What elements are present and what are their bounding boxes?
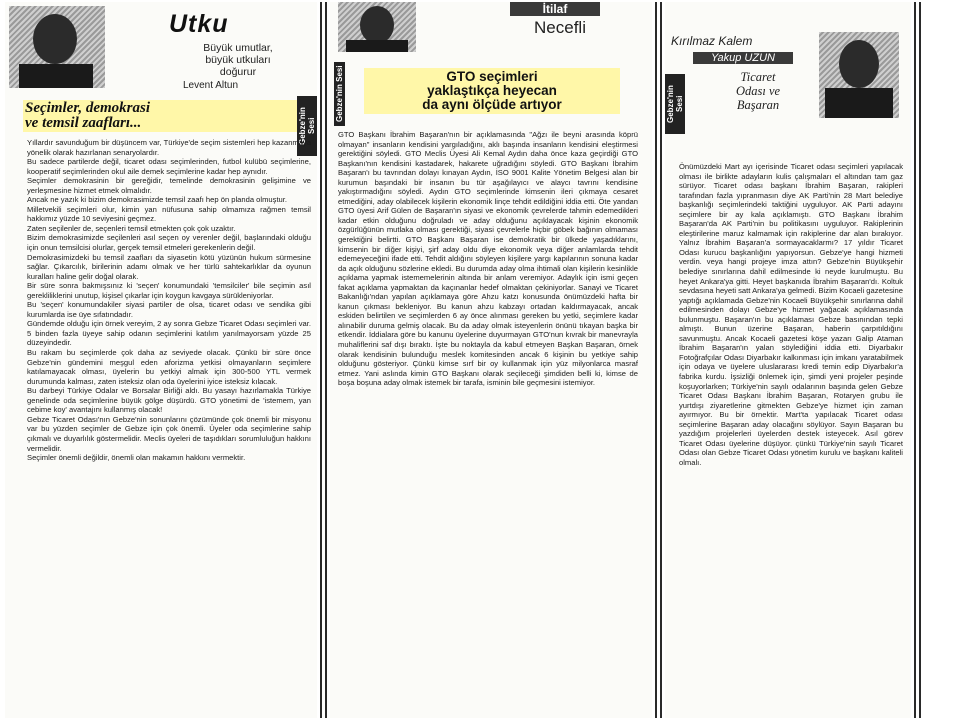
author-photo xyxy=(338,2,416,52)
right-column-article xyxy=(665,2,911,718)
newspaper-side-label: Gebze'nin Sesi xyxy=(297,96,317,156)
article-headline: Ticaret Odası ve Başaran xyxy=(735,70,781,112)
author-name: Levent Altun xyxy=(183,80,239,91)
column-masthead-small: İtilaf xyxy=(510,2,600,16)
column-rule xyxy=(919,2,921,718)
column-rule xyxy=(660,2,662,718)
column-tagline: Büyük umutlar, büyük utkuları doğurur xyxy=(203,42,273,78)
column-rule xyxy=(325,2,327,718)
column-rule xyxy=(914,2,916,718)
article-body: GTO Başkanı İbrahim Başaran'nın bir açıklamasında "Ağzı ile beyni arasında köprü olmayan" insanların kendisini yargıladığını, aklı başında insanların kendisini eleştirmesi gerektiğini söyledi. GTO Meclis Üyesi Ali Kemal Aydın daha önce kaza geçirdiği GTO Başkanı'nın kendisini kastadarek, hakarete uğradığını söyledi. GTO Başkanı İbrahim Başaran'ı bu tavrından dolayı kınayan Aydın, İSO 9001 Kalite Yönetim Belgesi alan bir kurumun başındaki bir insanın bu tür aşağılayıcı ve alaycı tavrını kendisine yakıştırmadığını söyledi. Aydın GTO seçimlerinde kimsenin ileri çıkmaya cesaret etmediğini, aday olabilecek kişilerin ekonomik linçe tehdit edildiğini iddia etti. Öte yandan GTO üyesi Arif Gülen de Başaran'ın siyasi ve ekonomik çevrelerde tahmin edemedikleri kadar etkin olduğunu doğruladı ve aday olduğunu açıklayacak kişinin ekonomik özgürlüğünün mutlaka olması gerektiği, siyasi çevrelerle hiçbir göbek bağının olmaması gerektiğini belirtti. GTO Başkanı Başaran ise demokratik bir ülkede yaşadıklarını, kimsenin bir diğer kişiyi, şirf aday oldu diye ekonomik veya diğer anlamlarda tehdit edemeyeceğini ifade etti. Tehdit aldığını söyleyen kişilere yargı kapılarının sonuna kadar da açık olduğunu sözlerine ekledi. Bu durumda aday olma ihtimali olan kişilerin kesinlikle açıklama yapmak istememelerinin altında bir anlam veremiyor. Adaylık için ismi geçen fakat açıklama yapmaktan da kaçınanlar hedef olmaktan çekiniyorlar. Sanayi ve Ticaret Bakanlığı'ndan yapılan açıklamaya göre Ahzu katzı konusunda önümüzdeki hafta bir kanun çıkması bekleniyor. Bu kanun ahzu kabzayı ortadan kaldırmayacak, ancak eskiden belirtilen ve seçimlerden 6 ay önce alınması gereken bu yetki, seçimlere kadar alınabilir duruma gelmiş olacak. Bu da aday olmak isteyenlerin önünü tıkayan başka bir etkendir. İddialara göre bu kanunu üyelerine duyurmayan GTO'nun kıvrak bir manevrayla muhaliflerini saf dışı bıraktı. İşte bu noktayla da kabul etmeyen Başkan Başaran, örnek olarak kendisinin bulunduğu meslek komitesinden ancak 6 kişinin bu yetkiye sahip olduğunu gösteriyor. Çünkü kimse sırf bir oy kullanmak için yüz milyonlarca masraf etmez. Yani aslında kimin GTO Başkanı olarak seçileceği şimdiden belli ki, kimse de boşa boşuna aday olmak istemek bir tarafa, isminin bile geçmesini istemiyor. xyxy=(338,130,638,388)
article-body: Yıllardır savunduğum bir düşüncem var, Türkiye'de seçim sistemleri hep kazanmaya yönelik olarak hazırlanan senaryolardır. Bu sadece partilerde değil, ticaret odası seçimlerinden, futbol kulübü seçimlerine, kooperatif seçimlerinden okul aile demek seçimlerine kadar hep aynıdır. Seçimler demokrasinin bir gereğidir, temelinde demokrasinin gelişimine ve yerleşmesine hizmet etmek olmalıdır. Ancak ne yazık ki bizim demokrasimizde temsil zaafı hep ön planda olmuştur. Milletvekili seçimleri olur, kimin yan nüfusuna sahip olmamıza rağmen temsil hakkımız yüzde 10 seviyesini geçmez. Zaten seçilenler de, seçenleri temsil etmekten çok çok uzaktır. Bizim demokrasimizde seçilenleri asıl seçen oy verenler değil, başlarındaki olduğu için onun temsilcisi olurlar, gerçek temsil etmeleri gerekenlerin değil. Demokrasimizdeki bu temsil zaafları da siyasetin kötü yüzünün hukum sürmesine sağlar. Çıkarcılık, birilerinin adamı olmak ve her türlü sahtekarlıklar da oyunun kuralları haline gelir doğal olarak. Bir süre sonra bakmışsınız ki 'seçen' konumundaki 'temsilciler' bile seçimin asıl gerekliliklerini unutup, kişisel çıkarlar için koygun kavgaya sürükleniyorlar. Bu 'seçen' konumundakiler siyasi partiler de olsa, ticaret odası ve sendika gibi kurumlarda ise üye sıfatındadır. Gündemde olduğu için örnek vereyim, 2 ay sonra Gebze Ticaret Odası seçimleri var. 5 binden fazla üyeye sahip odanın seçimlerini katılım yanılmayorsam yüzde 25 düzeyindedir. Bu rakam bu seçimlerde çok daha az seviyede olacak. Çünkü bir süre önce Gebze'nin gündemini meşgul eden aforizma yetkisi olmayanların seçimlere katılamayacak olması, üyelerin bu yetkiyi almak için 300-500 YTL vermek durumunda kalması, zaten isteksiz olan oda üyelerini iyice isteksiz kılacak. Bu darbeyi Türkiye Odalar ve Borsalar Birliği aldı. Bu yasayı hazırlamakla Türkiye genelinde oda seçimlerine büyük gölge düşürdü. GTO yönetimi de 'istemem, yan cebime koy' avantajını kullanmış olacak! Gebze Ticaret Odası'nın Gebze'nin sonunlarını çözümünde çok önemli bir misyonu var bu yüzden seçimler de Gebze için çok önemli. Üyeler oda seçimlerine sahip çıkmalı ve duyarlılık göstermelidir. Meclis üyeleri de taşıdıkları sorumluluğun hakkını vermelidir. Seçimler önemli değildir, önemli olan makamın hakkını vermektir. xyxy=(27,138,311,463)
author-photo xyxy=(819,32,899,118)
column-masthead: Necefli xyxy=(534,18,586,37)
newspaper-side-label: Gebze'nin Sesi xyxy=(334,62,345,126)
author-name: Yakup UZUN xyxy=(693,52,793,64)
middle-column-article xyxy=(330,2,652,718)
left-column-article xyxy=(5,2,317,718)
article-body: Önümüzdeki Mart ayı içerisinde Ticaret odası seçimleri yapılacak olması ile birlikte adayların kulis çalışmaları el altından tam gaz sürüyor. Ticaret odası başkanı İbrahim Başaran, rakipleri tarafından fazla yıpranmasın diye AK Parti'nin 28 Mart belediye başkanlığı seçimlerindeki taktiğini uyguluyor. AK Parti adayını seçimlere bir ay kala açıklamıştı. GTO Başkanı İbrahim Başaran'da AK Parti'nin bu politikasını uyguluyor. Rakiplerinin eleştirilerine maruz kalmamak için rakiplerine dar alan bırakıyor. Yalnız İbrahim Başaran'a sormayacaklarmı? 17 yıldır Ticaret Odası kurucu başkanlığını yapıyorsun. Gebze'ye hangi hizmeti verdin. veya hangi projeye imza attın? Gebze'nin Büyükşehir belediye sınırlarına dahil edilmesinde ki neyde kurulmuştu. Bu heyet Ankara'ya gitti. Heyet başkanıda İbrahim Başaran'dı. Koltuk sevdasına heyeti satt Ankara'ya gelmedi. Bizim Kocaeli gazetesine yaptığı açıklamada Gebze'nin Kocaeli Büyükşehir sınırlarına dahil edilmesinden dolayı Gebze'ye hizmet yağacak açıklamasında bulunmuştu. Başaran'ın bu açıklaması Gebze basınından tepki almıştı. Bunun üzerine Başaran, haberin çarpıtıldığını savunmuştu. Ancak Kocaeli gazetesi köşe yazarı Galip Ataman İbrahim Başaran'ın yalan söylediğini iddia etti. Diyarbakır Fotoğrafçılar Odası Diyarbakır kalkınması için imkanı yaratabilmek için odaya ve üyelere uluslararası kredi temin edip Diyarbakır'a fabrika kurdu. İşsizliği önlemek için, şimdi yeni projeler peşinde koşuyorlarken; Türkiye'nin sayılı odalarının başında gelen Gebze Ticaret Odası Başkanı İbrahim Başaran, Rotaryen grubu ile yurtdışı ziyaretlerine gitmekten Gebze'ye hizmet için zaman ayırmıyor. Bu bir örnektir. Mart'ta yapılacak Ticaret odası seçimlerine Başaran aday olacağını söylüyor. Sayın Başaran bu yazdığım projelerleri üyelerden destek isteyecek. Asıl görev Ticaret Odası üyelerine düşüyor. çünkü Türkiye'nin sayılı Ticaret Odası olan Gebze Ticaret Odası yönetim kurulu ve başkanı kaliteli olmalı. xyxy=(679,162,903,467)
article-headline: GTO seçimleri yaklaştıkça heyecan da aynı ölçüde artıyor xyxy=(364,68,620,114)
column-masthead: Kırılmaz Kalem xyxy=(671,34,753,48)
column-rule xyxy=(320,2,322,718)
newspaper-side-label: Gebze'nin Sesi xyxy=(665,74,685,134)
author-photo xyxy=(9,6,105,88)
column-rule xyxy=(655,2,657,718)
column-masthead: Utku xyxy=(169,10,229,38)
article-headline: Seçimler, demokrasi ve temsil zaafları... xyxy=(23,100,297,132)
